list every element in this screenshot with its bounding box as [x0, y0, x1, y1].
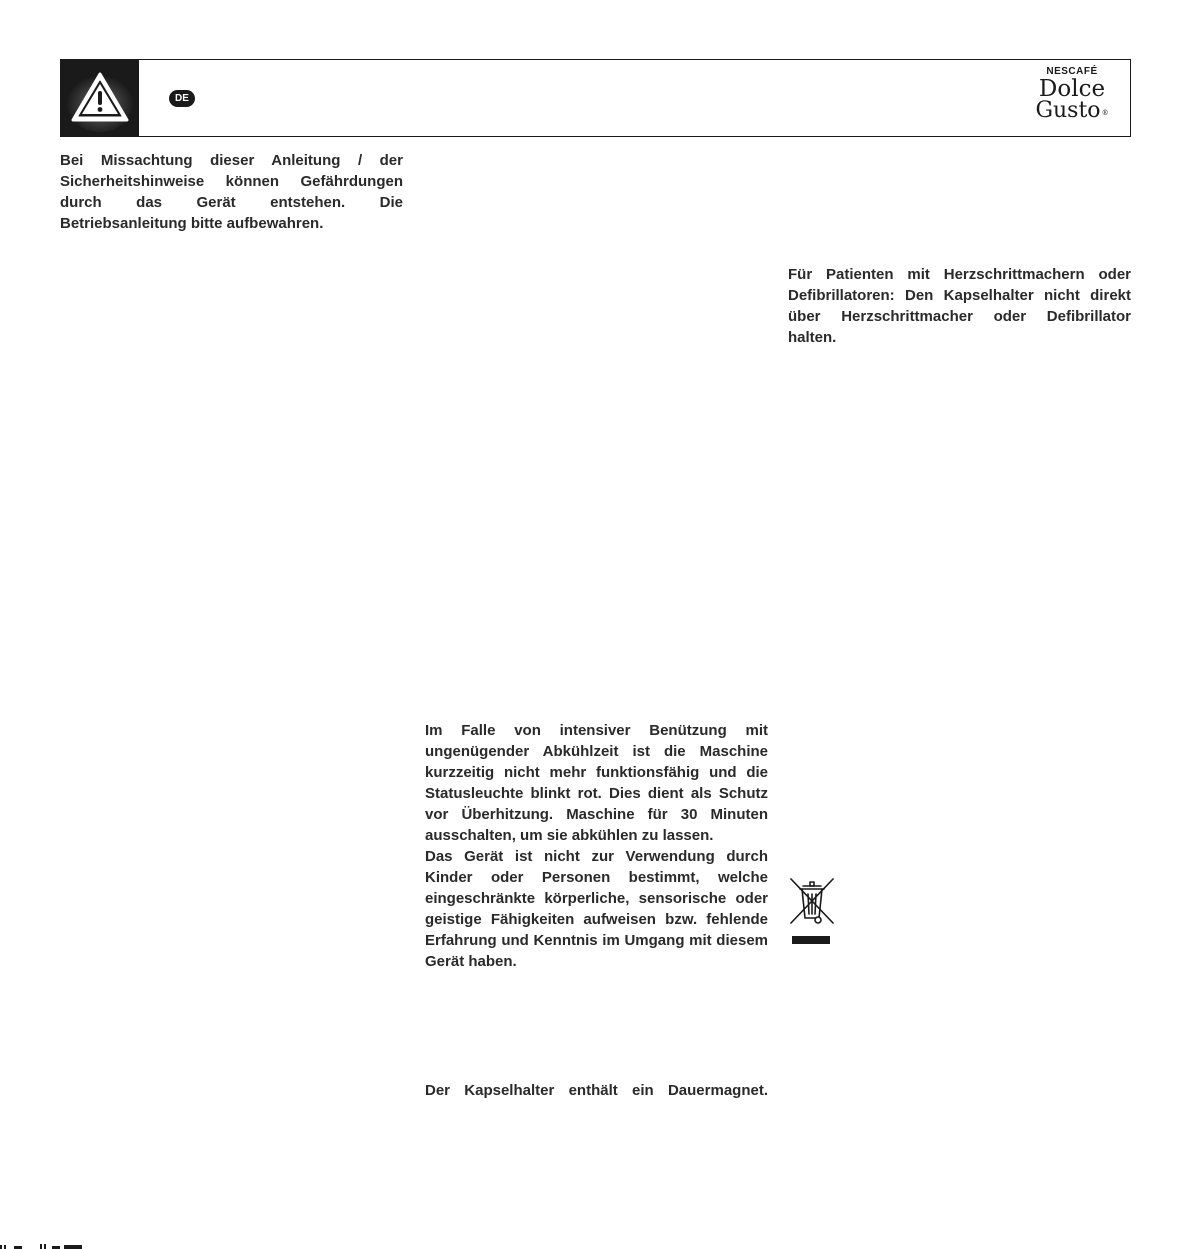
overheat-paragraph: Im Falle von intensiver Benützung mit ungenügender Abkühlzeit ist die Maschine kurzzeitig nicht mehr funktionsfähig und die Statusleuchte blinkt rot. Dies dient als Schutz vor Überhitzung. Maschine für 30 Minuten ausschalten, um sie abkühlen zu lassen. [425, 722, 768, 844]
logo-line-gusto-row [1028, 100, 1116, 124]
magnet-paragraph: Der Kapselhalter enthält ein Dauermagnet. [425, 1082, 768, 1099]
page-header [60, 59, 1131, 137]
warning-icon [61, 60, 139, 136]
intro-paragraph: Bei Missachtung dieser Anleitung / der Sicherheitshinweise können Gefährdungen durch das Gerät entstehen. Die Betriebsanleitung bitte aufbewahren. [60, 152, 403, 232]
logo-line-gusto: Gusto [1035, 98, 1101, 123]
crossed-out-wheelie-bin-icon [788, 876, 836, 948]
logo-registered-mark: ® [1101, 109, 1109, 117]
brand-logo [1028, 66, 1116, 124]
logo-brand-name: NESCAFÉ [1046, 66, 1098, 77]
page-edge-marks [0, 1243, 90, 1249]
children-paragraph: Das Gerät ist nicht zur Verwendung durch Kinder oder Personen bestimmt, welche eingeschränkte körperliche, sensorische oder geistige Fähigkeiten aufweisen bzw. fehlende Erfahrung und Kenntnis im Umgang mit diesem Gerät haben. [425, 848, 768, 970]
language-badge: DE [169, 90, 195, 107]
pacemaker-paragraph: Für Patienten mit Herzschrittmachern oder Defibrillatoren: Den Kapselhalter nicht direkt über Herzschrittmacher oder Defibrillator halten. [788, 266, 1131, 346]
logo-line-dolce: Dolce [1038, 76, 1106, 102]
